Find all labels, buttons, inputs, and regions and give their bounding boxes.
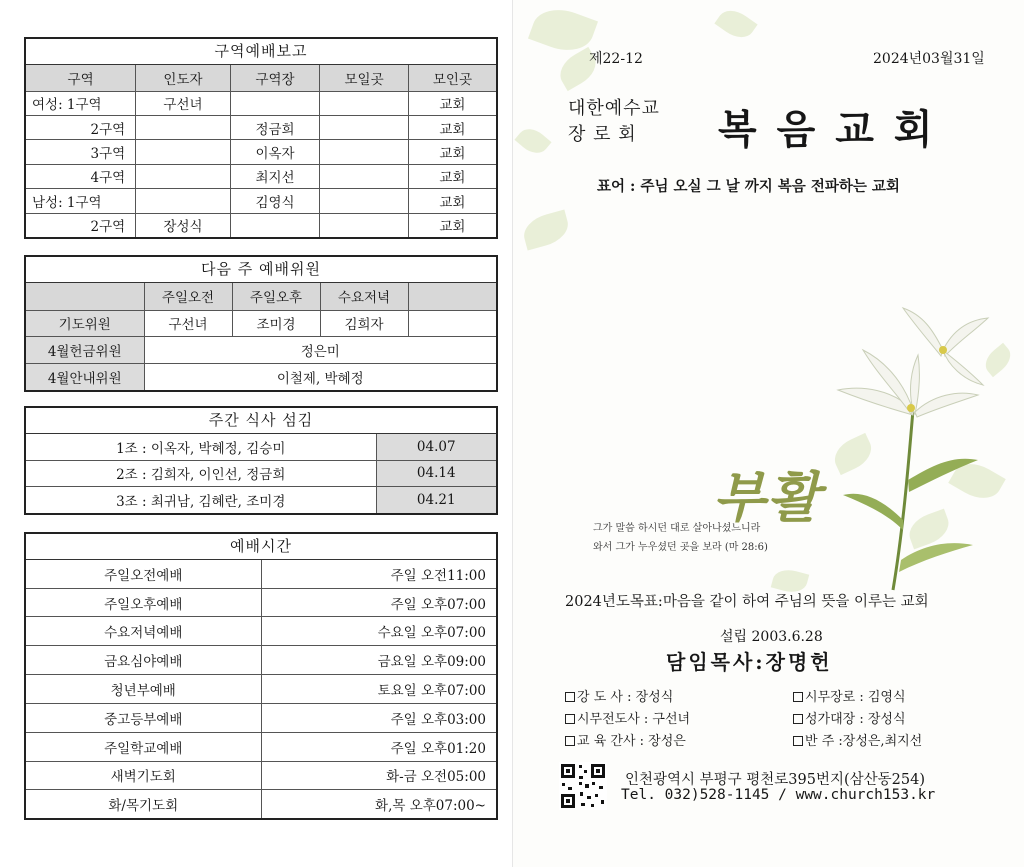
district-cell: [320, 213, 409, 237]
easter-calligraphy: 부활: [713, 465, 822, 529]
issue-date: 2024년03월31일: [873, 51, 985, 67]
table-row: [26, 617, 496, 646]
district-cell: 2구역: [26, 213, 136, 237]
usher-label: 4월안내위원: [26, 364, 144, 390]
district-cell: 교회: [408, 115, 496, 139]
staff-entry: [793, 708, 906, 727]
service-name: 새벽기도회: [26, 761, 261, 790]
next-week-header: 주일오후: [232, 283, 320, 310]
table-row: [26, 588, 496, 617]
table-row: [26, 790, 496, 818]
service-time: 화-금 오전05:00: [261, 761, 496, 790]
checkbox-icon: [565, 736, 575, 746]
table-row: [26, 140, 496, 164]
table-row: [26, 761, 496, 790]
denomination-line-1: 대한예수교: [568, 98, 660, 119]
church-contact: Tel. 032)528-1145 / www.church153.kr: [621, 787, 936, 803]
district-report-title: 구역예배보고: [26, 39, 496, 65]
service-name: 수요저녁예배: [26, 617, 261, 646]
table-row: [26, 703, 496, 732]
checkbox-icon: [565, 692, 575, 702]
next-week-title: 다음 주 예배위원: [26, 257, 496, 283]
district-cell: [136, 115, 231, 139]
staff-text: 교 육 간사 : 장성은: [577, 734, 686, 749]
staff-entry: [565, 730, 686, 749]
table-row: [26, 310, 496, 337]
service-time: 토요일 오후07:00: [261, 675, 496, 704]
table-row: [26, 487, 496, 513]
service-time: 주일 오후01:20: [261, 732, 496, 761]
church-motto: 표어 : 주님 오실 그 날 까지 복음 전파하는 교회: [597, 178, 900, 195]
district-cell: [230, 91, 320, 115]
table-row: [26, 675, 496, 704]
staff-text: 반 주 :장성은,최지선: [805, 734, 923, 749]
table-row: [26, 164, 496, 188]
district-cell: [230, 213, 320, 237]
meal-group: 2조 : 김희자, 이인선, 정금희: [26, 460, 376, 487]
service-time: 주일 오전11:00: [261, 560, 496, 588]
checkbox-icon: [793, 692, 803, 702]
table-row: [26, 364, 496, 390]
service-name: 금요심야예배: [26, 646, 261, 675]
meal-group: 3조 : 최귀남, 김혜란, 조미경: [26, 487, 376, 513]
district-header: 인도자: [136, 65, 231, 91]
table-row: [26, 189, 496, 213]
service-time: 주일 오후03:00: [261, 703, 496, 732]
offering-value: 정은미: [144, 337, 496, 364]
prayer-cell: 구선녀: [144, 310, 232, 337]
district-cell: 김영식: [230, 189, 320, 213]
leaf-decoration: [514, 123, 551, 159]
district-cell: 교회: [408, 140, 496, 164]
district-cell: [136, 164, 231, 188]
checkbox-icon: [793, 714, 803, 724]
district-cell: 구선녀: [136, 91, 231, 115]
district-cell: [136, 140, 231, 164]
service-times-table: [26, 560, 496, 818]
staff-text: 시무전도사 : 구선녀: [577, 712, 691, 727]
offering-label: 4월헌금위원: [26, 337, 144, 364]
meal-date: 04.07: [376, 434, 496, 460]
district-header: 구역장: [230, 65, 320, 91]
senior-pastor: 담임목사:장명헌: [666, 650, 833, 674]
service-time: 수요일 오후07:00: [261, 617, 496, 646]
church-address: 인천광역시 부평구 평천로395번지(삼산동254): [625, 772, 925, 788]
district-cell: [320, 115, 409, 139]
table-row: [26, 460, 496, 487]
district-cell: 교회: [408, 91, 496, 115]
right-page: [512, 0, 1024, 867]
service-times-box: [24, 532, 498, 820]
meal-group: 1조 : 이옥자, 박혜정, 김승미: [26, 434, 376, 460]
service-name: 청년부예배: [26, 675, 261, 704]
service-name: 주일오후예배: [26, 588, 261, 617]
table-row: [26, 560, 496, 588]
prayer-cell: 김희자: [320, 310, 408, 337]
usher-value: 이철제, 박혜정: [144, 364, 496, 390]
scripture-line-1: 그가 말씀 하시던 대로 살아나셨느니라: [593, 523, 761, 534]
district-cell: [136, 189, 231, 213]
staff-entry: [793, 730, 922, 749]
founding-date: 설립 2003.6.28: [720, 629, 823, 645]
prayer-label: 기도위원: [26, 310, 144, 337]
district-report-box: [24, 37, 498, 239]
district-cell: 남성: 1구역: [26, 189, 136, 213]
qr-code-icon: [559, 762, 607, 810]
staff-text: 시무장로 : 김영식: [805, 690, 906, 705]
staff-text: 강 도 사 : 장성식: [577, 690, 674, 705]
meal-date: 04.21: [376, 487, 496, 513]
next-week-header: 주일오전: [144, 283, 232, 310]
next-week-header-empty: [408, 283, 496, 310]
table-row: [26, 213, 496, 237]
checkbox-icon: [793, 736, 803, 746]
district-cell: 교회: [408, 213, 496, 237]
table-row: [26, 337, 496, 364]
prayer-cell-empty: [408, 310, 496, 337]
district-cell: 여성: 1구역: [26, 91, 136, 115]
district-cell: 3구역: [26, 140, 136, 164]
prayer-cell: 조미경: [232, 310, 320, 337]
meal-date: 04.14: [376, 460, 496, 487]
service-name: 주일학교예배: [26, 732, 261, 761]
district-cell: 이옥자: [230, 140, 320, 164]
table-row: [26, 434, 496, 460]
service-times-title: 예배시간: [26, 534, 496, 560]
leaf-decoration: [714, 4, 757, 44]
district-cell: 교회: [408, 164, 496, 188]
next-week-table: [26, 283, 496, 390]
next-week-box: [24, 255, 498, 392]
service-time: 주일 오후07:00: [261, 588, 496, 617]
checkbox-icon: [565, 714, 575, 724]
staff-entry: [565, 686, 673, 705]
meal-service-box: [24, 406, 498, 515]
meal-service-title: 주간 식사 섬김: [26, 408, 496, 434]
district-header: 구역: [26, 65, 136, 91]
scripture-line-2: 와서 그가 누우셨던 곳을 보라 (마 28:6): [593, 542, 768, 553]
year-goal: 2024년도목표:마음을 같이 하여 주님의 뜻을 이루는 교회: [565, 594, 929, 610]
next-week-header-empty: [26, 283, 144, 310]
district-report-table: [26, 65, 496, 237]
service-name: 주일오전예배: [26, 560, 261, 588]
district-header: 모일곳: [320, 65, 409, 91]
district-cell: 장성식: [136, 213, 231, 237]
district-cell: 4구역: [26, 164, 136, 188]
service-name: 화/목기도회: [26, 790, 261, 818]
staff-text: 성가대장 : 장성식: [805, 712, 906, 727]
table-row: [26, 646, 496, 675]
district-cell: [320, 91, 409, 115]
meal-service-table: [26, 434, 496, 513]
district-cell: 2구역: [26, 115, 136, 139]
district-cell: [320, 164, 409, 188]
table-row: [26, 732, 496, 761]
district-cell: 최지선: [230, 164, 320, 188]
district-cell: [320, 189, 409, 213]
service-name: 중고등부예배: [26, 703, 261, 732]
leaf-decoration: [520, 210, 572, 251]
service-time: 금요일 오후09:00: [261, 646, 496, 675]
district-cell: 정금희: [230, 115, 320, 139]
service-time: 화,목 오후07:00~: [261, 790, 496, 818]
lily-illustration: [803, 290, 1023, 600]
next-week-header: 수요저녁: [320, 283, 408, 310]
district-header: 모인곳: [408, 65, 496, 91]
issue-number: 제22-12: [589, 51, 643, 67]
district-cell: 교회: [408, 189, 496, 213]
table-row: [26, 91, 496, 115]
church-name: 복음교회: [718, 106, 953, 153]
staff-entry: [565, 708, 690, 727]
table-row: [26, 115, 496, 139]
denomination-line-2: 장 로 회: [568, 124, 637, 145]
staff-entry: [793, 686, 906, 705]
district-cell: [320, 140, 409, 164]
